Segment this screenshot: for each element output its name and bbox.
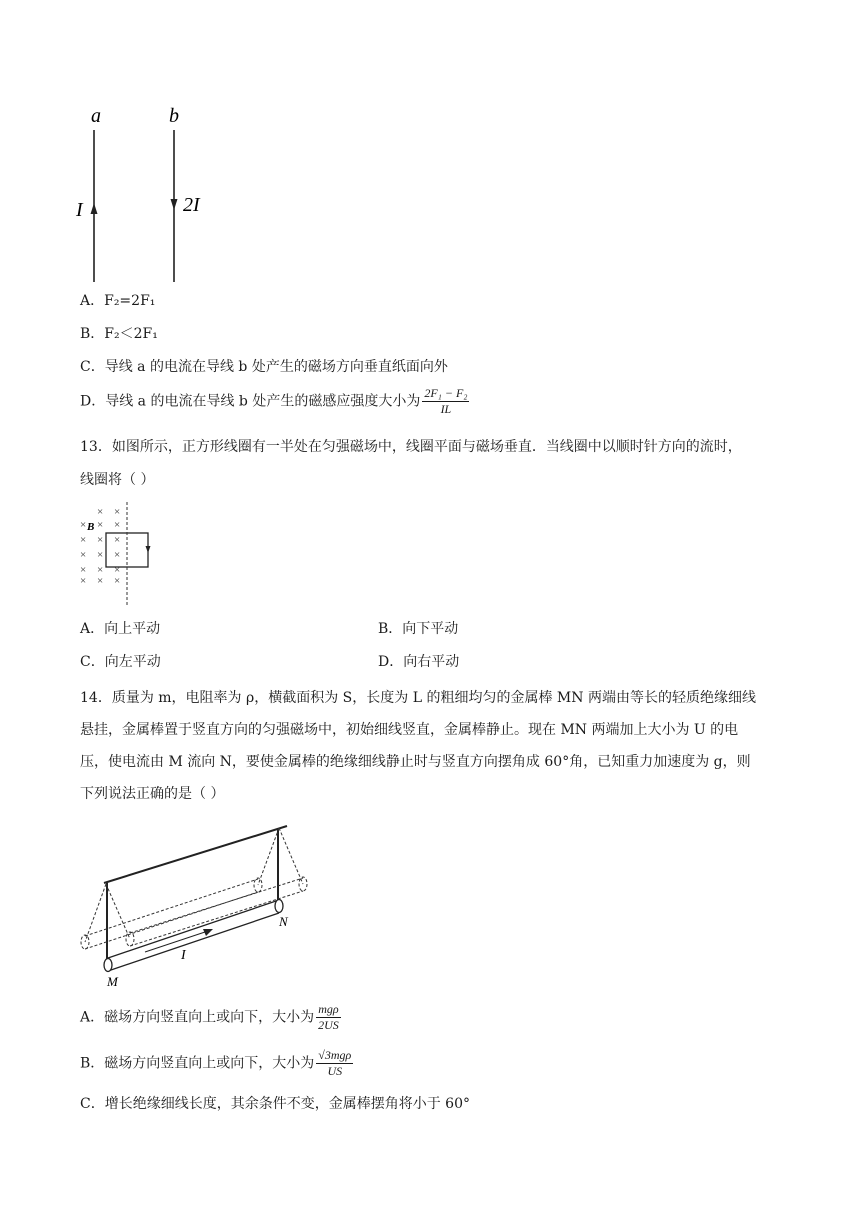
- support-bar: [104, 826, 287, 883]
- current-a-label: I: [76, 199, 83, 221]
- fraction-numerator: 2F₁ − F₂: [424, 386, 468, 400]
- svg-text:×: ×: [114, 506, 121, 518]
- svg-text:×: ×: [80, 564, 87, 576]
- coil-current-arrow: [146, 546, 151, 553]
- q14-option-a-text: A．磁场方向竖直向上或向下，大小为: [80, 1009, 315, 1026]
- q12-option-d-fraction: [422, 386, 469, 417]
- fraction-denominator: US: [327, 1064, 343, 1078]
- svg-text:×: ×: [97, 549, 104, 561]
- swung-threads-dashed: [81, 828, 307, 949]
- label-n: N: [279, 914, 288, 929]
- q12-option-a: A．F₂=2F₁: [80, 293, 156, 309]
- label-i: I: [181, 948, 186, 963]
- q12-option-d: [80, 386, 469, 417]
- current-b-label: 2I: [183, 194, 200, 216]
- svg-text:×: ×: [80, 534, 87, 546]
- parallel-wires-figure: [70, 100, 230, 290]
- svg-text:×: ×: [97, 534, 104, 546]
- q14-stem-line1: 14．质量为 m，电阻率为 ρ，横截面积为 S，长度为 L 的粗细均匀的金属棒 MN 两端由等长的轻质绝缘细线: [80, 690, 756, 706]
- svg-text:×: ×: [114, 549, 121, 561]
- q14-option-b: [80, 1048, 353, 1079]
- q13-stem-line1: 13．如图所示，正方形线圈有一半处在匀强磁场中，线圈平面与磁场垂直．当线圈中以顺时针方向的流时，: [80, 439, 742, 455]
- fraction-numerator: √3mgρ: [318, 1048, 352, 1062]
- svg-text:×: ×: [114, 564, 121, 576]
- svg-text:×: ×: [80, 549, 87, 561]
- fraction-denominator: 2US: [318, 1018, 339, 1032]
- fraction-denominator: IL: [440, 402, 452, 416]
- current-arrow-head: [203, 929, 213, 936]
- q14-option-b-fraction: [316, 1048, 353, 1079]
- q13-option-a: A．向上平动: [80, 621, 161, 637]
- magnetic-field-crosses: [80, 506, 120, 587]
- svg-text:×: ×: [80, 519, 87, 531]
- q12-option-b: B．F₂＜2F₁: [80, 326, 158, 342]
- svg-text:×: ×: [97, 506, 104, 518]
- svg-text:×: ×: [97, 575, 104, 587]
- q12-option-d-text: D．导线 a 的电流在导线 b 处产生的磁感应强度大小为: [80, 393, 421, 410]
- fraction-numerator: mgρ: [316, 1002, 341, 1018]
- wire-a-label: a: [91, 105, 101, 127]
- q13-stem-line2: 线圈将（ ）: [80, 472, 155, 488]
- q13-option-c: C．向左平动: [80, 654, 161, 670]
- field-b-label: B: [87, 521, 95, 533]
- wire-b-label: b: [169, 105, 179, 127]
- q14-option-b-text: B．磁场方向竖直向上或向下，大小为: [80, 1055, 315, 1072]
- suspended-rod-figure: [75, 818, 320, 990]
- coil-field-figure: [75, 500, 165, 610]
- q14-option-a: [80, 1002, 341, 1033]
- svg-text:×: ×: [114, 534, 121, 546]
- q14-option-a-fraction: [316, 1002, 341, 1033]
- q13-option-d: D．向右平动: [378, 654, 460, 670]
- svg-text:×: ×: [97, 564, 104, 576]
- q13-option-b: B．向下平动: [378, 621, 459, 637]
- svg-text:×: ×: [114, 575, 121, 587]
- q14-stem-line4: 下列说法正确的是（ ）: [80, 786, 225, 802]
- q12-option-c: C．导线 a 的电流在导线 b 处产生的磁场方向垂直纸面向外: [80, 359, 448, 375]
- svg-text:×: ×: [80, 575, 87, 587]
- q14-stem-line3: 压，使电流由 M 流向 N，要使金属棒的绝缘细线静止时与竖直方向摆角成 60°角，已知重力加速度为 g，则: [80, 754, 751, 770]
- current-down-arrow: [171, 199, 178, 210]
- current-up-arrow: [91, 203, 98, 214]
- q14-option-c: C．增长绝缘细线长度，其余条件不变，金属棒摆角将小于 60°: [80, 1096, 470, 1112]
- svg-text:×: ×: [114, 519, 121, 531]
- label-m: M: [107, 974, 118, 989]
- svg-text:×: ×: [97, 519, 104, 531]
- q14-stem-line2: 悬挂，金属棒置于竖直方向的匀强磁场中，初始细线竖直，金属棒静止。现在 MN 两端加上大小为 U 的电: [80, 722, 739, 738]
